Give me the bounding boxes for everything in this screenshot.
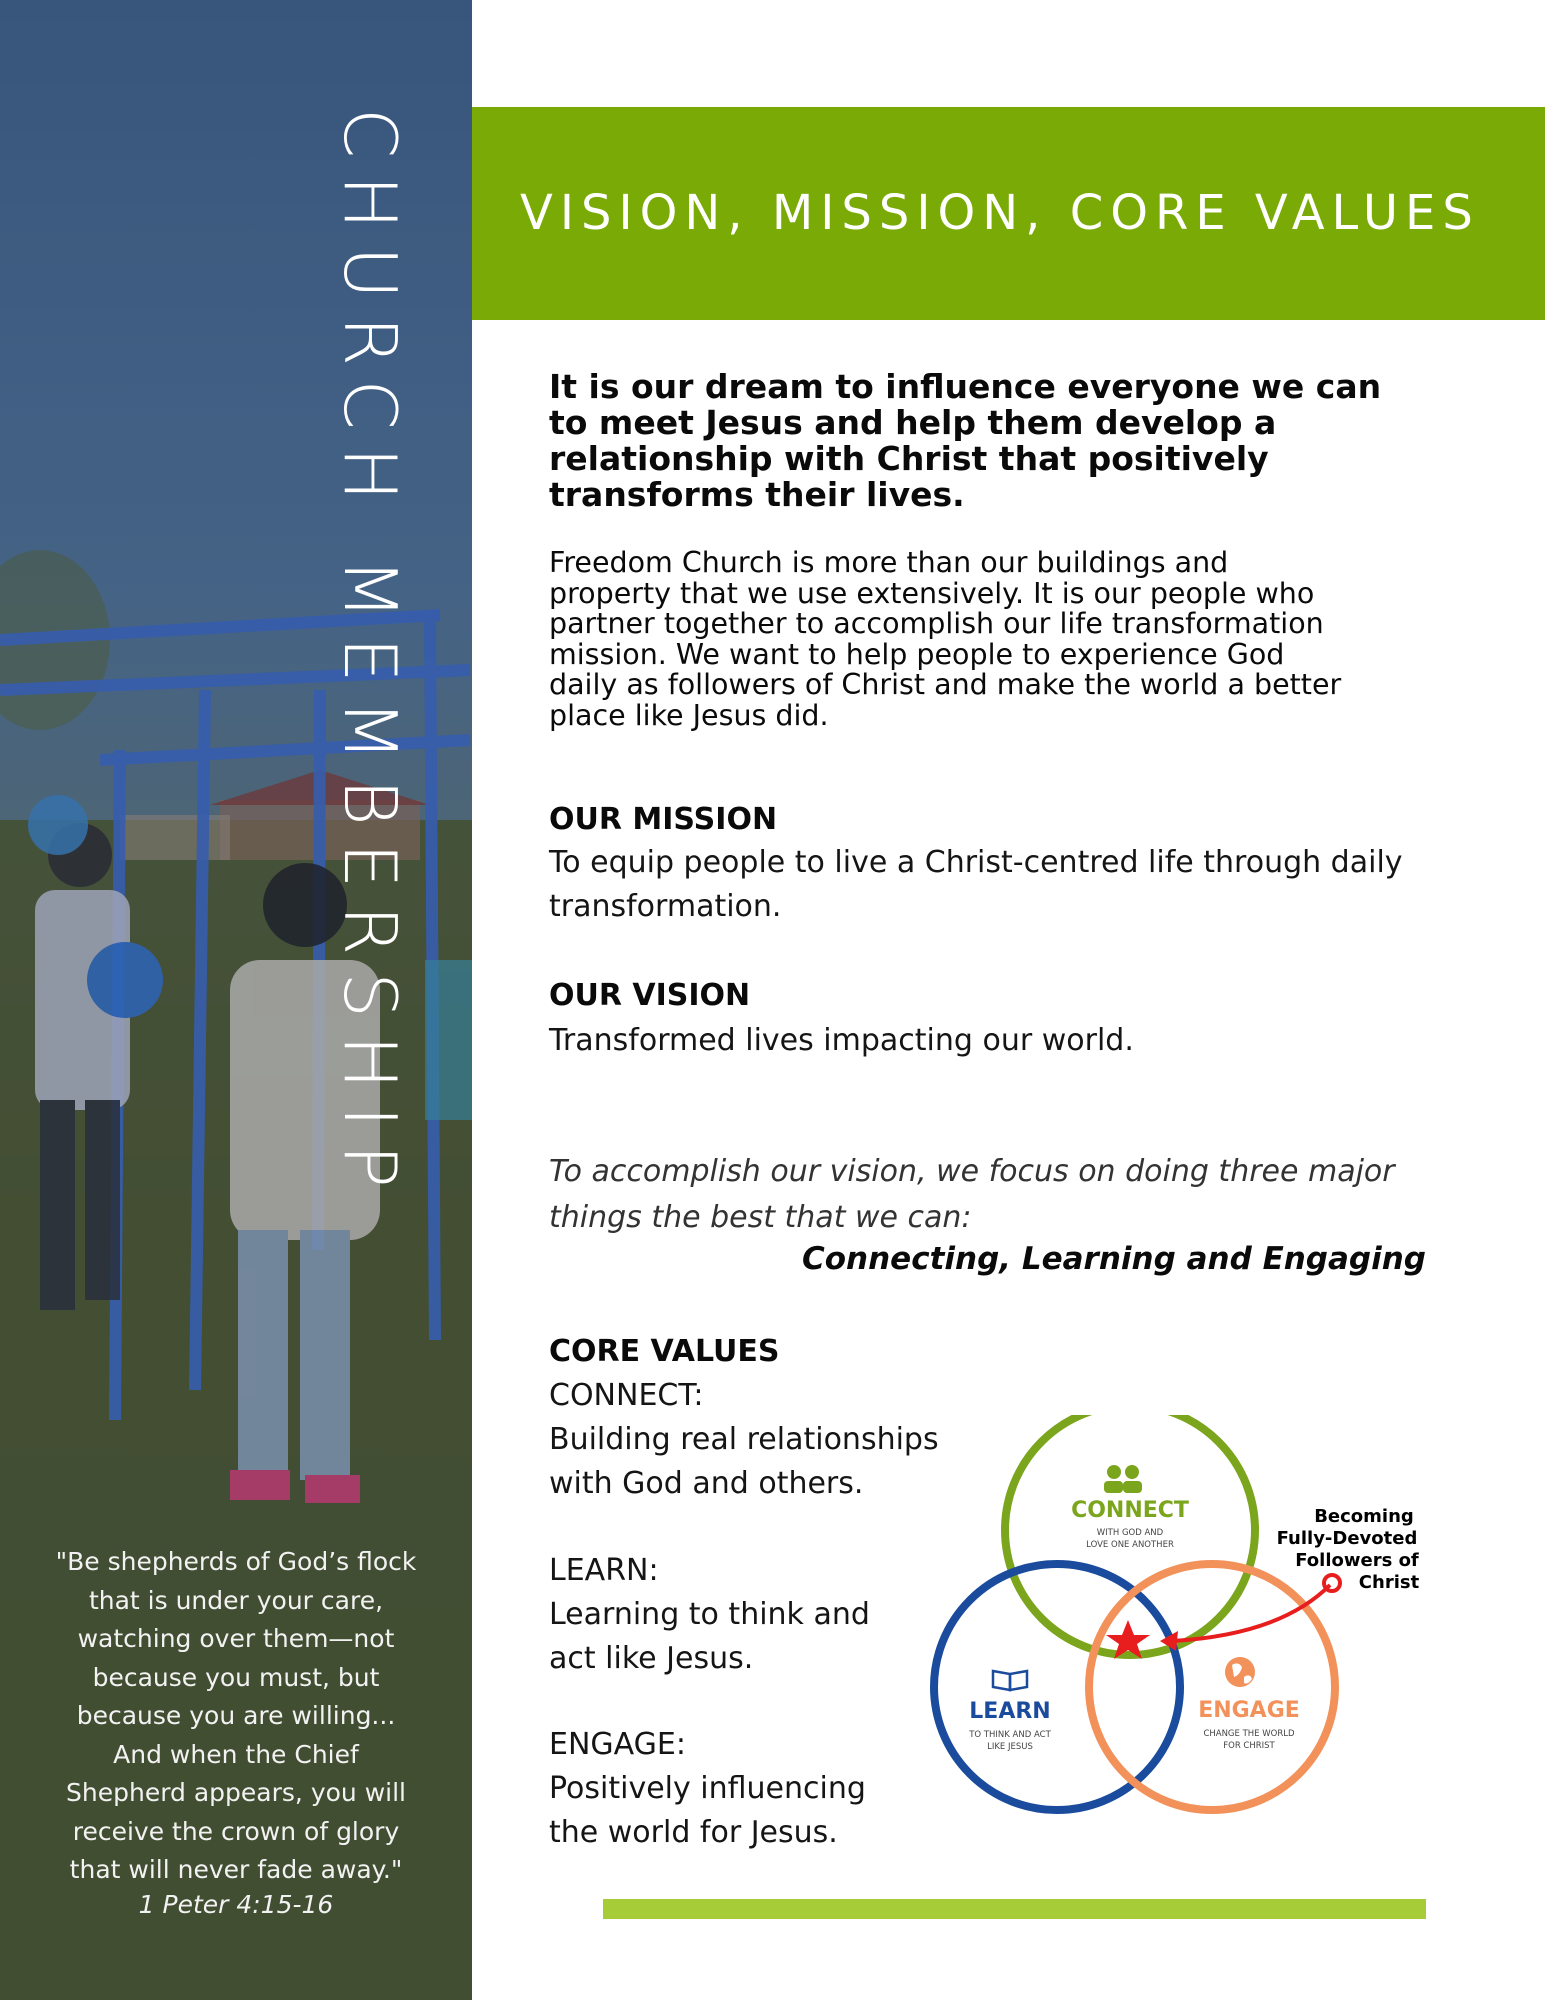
vision-heading: OUR VISION — [549, 978, 751, 1013]
intro-line: place like Jesus did. — [549, 698, 829, 732]
connect-subtitle: WITH GOD AND — [1096, 1528, 1164, 1538]
dream-line: to meet Jesus and help them develop a — [549, 403, 1277, 442]
dream-line: relationship with Christ that positively — [549, 439, 1269, 478]
mission-line: transformation. — [549, 889, 782, 924]
scripture-reference: 1 Peter 4:15-16 — [138, 1890, 334, 1919]
quote-line: watching over them—not — [77, 1624, 395, 1653]
dream-statement — [549, 369, 1469, 513]
connect-title: CONNECT — [1071, 1498, 1189, 1523]
intro-line: daily as followers of Christ and make the world a better — [549, 668, 1342, 701]
people-icon — [1104, 1465, 1142, 1493]
value-line: act like Jesus. — [549, 1641, 754, 1676]
page-title: VISION, MISSION, CORE VALUES — [520, 185, 1480, 241]
mission-text — [549, 841, 1469, 929]
value-label: ENGAGE: — [549, 1727, 686, 1762]
quote-line: because you are willing... — [76, 1701, 396, 1730]
focus-statement — [549, 1149, 1469, 1241]
value-line: Building real relationships — [549, 1422, 939, 1457]
callout-line: Followers of — [1295, 1550, 1419, 1571]
intro-line: Freedom Church is more than our buildings and — [549, 546, 1229, 579]
quote-line: that will never fade away." — [69, 1855, 403, 1884]
callout-line: Fully-Devoted — [1276, 1528, 1418, 1549]
value-connect — [549, 1374, 969, 1506]
dream-line: transforms their lives. — [549, 475, 965, 514]
cover-photo-panel — [0, 0, 472, 2000]
intro-line: partner together to accomplish our life transformation — [549, 607, 1324, 640]
quote-line: receive the crown of glory — [72, 1816, 400, 1846]
value-learn — [549, 1549, 969, 1681]
engage-subtitle: CHANGE THE WORLD — [1203, 1729, 1295, 1739]
engage-title: ENGAGE — [1198, 1698, 1300, 1723]
learn-circle — [934, 1564, 1180, 1810]
callout-line: Becoming — [1314, 1506, 1414, 1527]
quote-line: that is under your care, — [88, 1585, 384, 1615]
vision-text: Transformed lives impacting our world. — [549, 1023, 1134, 1058]
value-line: the world for Jesus. — [549, 1815, 838, 1850]
learn-subtitle: TO THINK AND ACT — [969, 1730, 1051, 1740]
engage-subtitle: FOR CHRIST — [1223, 1741, 1275, 1751]
focus-line: things the best that we can: — [549, 1200, 972, 1235]
quote-line: Shepherd appears, you will — [66, 1778, 406, 1807]
arrow-tail-icon — [1324, 1575, 1340, 1591]
value-line: with God and others. — [549, 1466, 864, 1501]
learn-subtitle: LIKE JESUS — [987, 1742, 1033, 1752]
globe-icon — [1225, 1657, 1255, 1687]
intro-line: mission. We want to help people to experience God — [549, 637, 1285, 671]
core-values-venn-diagram — [910, 1415, 1430, 1820]
focus-line: To accomplish our vision, we focus on doing three major — [549, 1154, 1395, 1189]
learn-title: LEARN — [969, 1699, 1051, 1724]
value-line: Learning to think and — [549, 1597, 870, 1632]
dream-line: It is our dream to influence everyone we can — [549, 367, 1382, 406]
engage-circle — [1089, 1564, 1335, 1810]
quote-line: "Be shepherds of God’s flock — [55, 1547, 417, 1576]
mission-heading: OUR MISSION — [549, 802, 778, 837]
connect-subtitle: LOVE ONE ANOTHER — [1086, 1540, 1174, 1550]
book-icon — [993, 1671, 1027, 1690]
mission-line: To equip people to live a Christ-centred life through daily — [549, 845, 1403, 880]
side-title: CHURCH MEMBERSHIP — [328, 108, 412, 1205]
intro-line: property that we use extensively. It is our people who — [549, 576, 1315, 610]
value-line: Positively influencing — [549, 1771, 866, 1806]
quote-line: And when the Chief — [113, 1739, 359, 1769]
focus-emphasis: Connecting, Learning and Engaging — [802, 1241, 1426, 1277]
value-engage — [549, 1723, 969, 1855]
core-values-heading: CORE VALUES — [549, 1334, 780, 1369]
value-label: LEARN: — [549, 1553, 659, 1588]
callout-line: Christ — [1358, 1572, 1420, 1593]
value-label: CONNECT: — [549, 1378, 704, 1413]
intro-paragraph — [549, 548, 1469, 731]
scripture-quote — [22, 1543, 450, 1890]
bottom-accent-bar — [603, 1899, 1426, 1919]
quote-line: because you must, but — [92, 1662, 380, 1692]
